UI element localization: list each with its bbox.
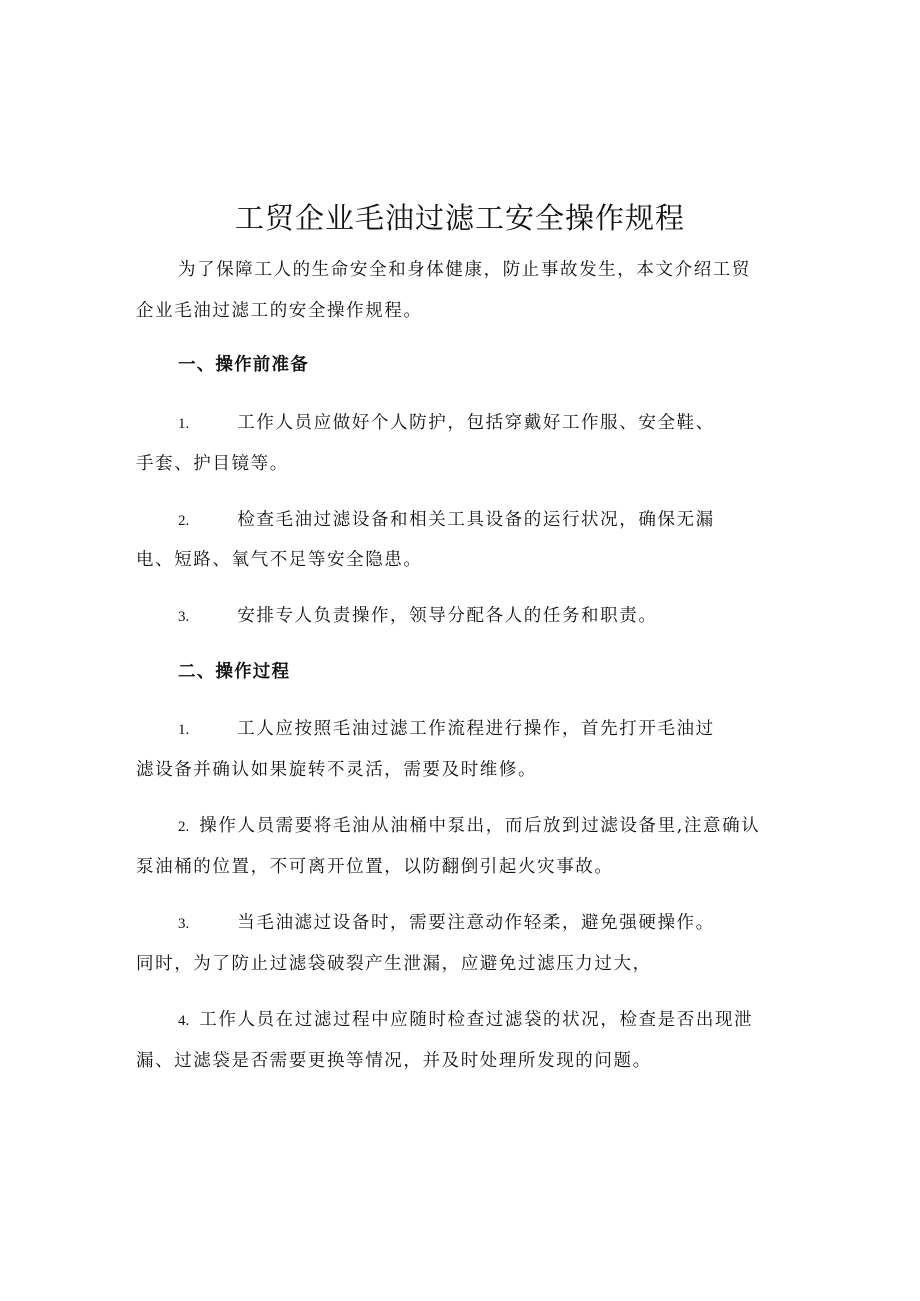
item-continuation: 漏、过滤袋是否需要更换等情况，并及时处理所发现的问题。: [136, 1051, 652, 1071]
list-item: [178, 1006, 753, 1035]
document-title: 工贸企业毛油过滤工安全操作规程: [234, 201, 685, 235]
item-text: 当毛油滤过设备时，需要注意动作轻柔，避免强硬操作。: [237, 913, 715, 933]
item-text: 工作人员应做好个人防护，包括穿戴好工作服、安全鞋、: [237, 413, 715, 433]
item-number: 2.: [178, 819, 190, 835]
list-item: [178, 909, 715, 938]
item-text: 检查毛油过滤设备和相关工具设备的运行状况，确保无漏: [237, 510, 715, 530]
item-text: 工作人员在过滤过程中应随时检查过滤袋的状况，检查是否出现泄: [199, 1010, 754, 1030]
intro-line-1: 为了保障工人的生命安全和身体健康，防止事故发生，本文介绍工贸: [178, 260, 751, 280]
item-continuation: 电、短路、氧气不足等安全隐患。: [136, 550, 423, 570]
section-heading-process: 二、操作过程: [178, 662, 291, 682]
item-number: 1.: [178, 416, 190, 432]
list-item: [178, 506, 715, 535]
item-text: 工人应按照毛油过滤工作流程进行操作，首先打开毛油过: [237, 719, 715, 739]
item-number: 1.: [178, 722, 190, 738]
intro-line-2: 企业毛油过滤工的安全操作规程。: [136, 301, 423, 321]
item-continuation: 同时，为了防止过滤袋破裂产生泄漏，应避免过滤压力过大，: [136, 954, 652, 974]
item-number: 3.: [178, 609, 190, 625]
item-number: 4.: [178, 1013, 190, 1029]
item-number: 3.: [178, 916, 190, 932]
list-item: [178, 812, 760, 841]
list-item: [178, 409, 715, 438]
item-continuation: 泵油桶的位置，不可离开位置，以防翻倒引起火灾事故。: [136, 857, 614, 877]
item-continuation: 滤设备并确认如果旋转不灵活，需要及时维修。: [136, 760, 538, 780]
section-heading-preparation: 一、操作前准备: [178, 355, 309, 375]
list-item: [178, 715, 715, 744]
item-number: 2.: [178, 513, 190, 529]
list-item: [178, 602, 657, 631]
item-text: 操作人员需要将毛油从油桶中泵出，而后放到过滤设备里,注意确认: [199, 816, 761, 836]
item-continuation: 手套、护目镜等。: [136, 454, 289, 474]
item-text: 安排专人负责操作，领导分配各人的任务和职责。: [237, 606, 658, 626]
